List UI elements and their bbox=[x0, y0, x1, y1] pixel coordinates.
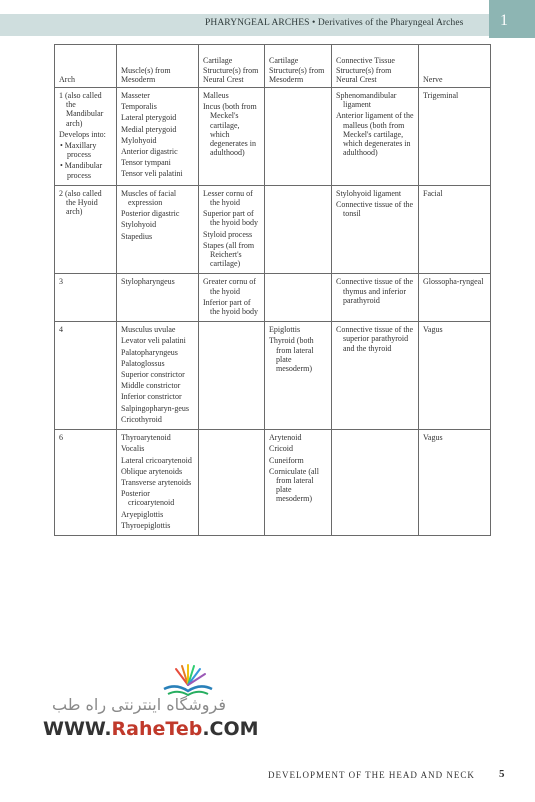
cell-line: Thyroarytenoid bbox=[121, 433, 171, 443]
cell-line: Oblique arytenoids bbox=[121, 466, 183, 476]
watermark-url-brand: RaheTeb bbox=[111, 718, 203, 740]
cartilage-neural-crest-cell bbox=[199, 322, 265, 430]
connective-tissue-cell bbox=[332, 185, 419, 274]
muscles-cell bbox=[117, 88, 199, 186]
cell-line: 4 bbox=[59, 325, 63, 335]
cell-line: Trigeminal bbox=[423, 91, 459, 100]
arch-cell bbox=[55, 185, 117, 274]
cell-line: Stylohyoid ligament bbox=[336, 188, 402, 198]
cell-line: Masseter bbox=[121, 91, 150, 100]
cell-line: Temporalis bbox=[121, 102, 157, 112]
cell-line: Stapedius bbox=[121, 231, 153, 241]
arch-cell bbox=[55, 274, 117, 322]
cell-line: Posterior digastric bbox=[121, 209, 180, 219]
cell-line: Inferior constrictor bbox=[121, 392, 182, 402]
cell-line: Connective tissue of the tonsil bbox=[336, 200, 414, 219]
cell-line: Arytenoid bbox=[269, 433, 302, 443]
cell-line: Stylopharyngeus bbox=[121, 277, 175, 287]
cell-line: • Mandibular process bbox=[60, 161, 103, 180]
cell-line: Medial pterygoid bbox=[121, 124, 177, 134]
cell-line: Lateral pterygoid bbox=[121, 113, 177, 123]
cell-line: Lateral cricoarytenoid bbox=[121, 455, 192, 465]
cell-line: Cricothyroid bbox=[121, 414, 162, 424]
cell-line: Mylohyoid bbox=[121, 135, 157, 145]
cell-line: Palatopharyngeus bbox=[121, 347, 178, 357]
cell-line: Styloid process bbox=[203, 229, 253, 239]
watermark-persian-text: فروشگاه اینترنتی راه طب bbox=[52, 695, 226, 714]
cell-line: Thyroepiglottis bbox=[121, 520, 171, 530]
cell-line: Glossopha-ryngeal bbox=[423, 277, 484, 287]
arch-cell bbox=[55, 430, 117, 536]
running-header-title: PHARYNGEAL ARCHES • Derivatives of the Pharyngeal Arches bbox=[205, 18, 464, 28]
table-row bbox=[55, 274, 491, 322]
cell-line: Lesser cornu of the hyoid bbox=[203, 188, 253, 208]
nerve-cell bbox=[419, 322, 491, 430]
watermark-url-suffix: .COM bbox=[202, 718, 259, 740]
cell-line: 1 (also called the Mandibular arch) bbox=[59, 91, 104, 128]
cell-line: • Maxillary process bbox=[60, 141, 97, 160]
table-row bbox=[55, 322, 491, 430]
cell-line: 6 bbox=[59, 433, 63, 443]
cartilage-neural-crest-cell bbox=[199, 274, 265, 322]
cell-line: Middle constrictor bbox=[121, 381, 181, 391]
cell-line: Levator veli palatini bbox=[121, 336, 186, 346]
cell-line: Stapes (all from Reichert's cartilage) bbox=[203, 240, 255, 269]
cell-line: Stylohyoid bbox=[121, 220, 157, 230]
cell-line: Vagus bbox=[423, 433, 443, 443]
connective-tissue-cell bbox=[332, 430, 419, 536]
watermark-url-prefix: WWW. bbox=[43, 718, 112, 740]
open-book-logo-icon bbox=[158, 663, 218, 697]
table-row bbox=[55, 88, 491, 186]
cell-line: Connective tissue of the superior parathyroid and the thyroid bbox=[336, 325, 414, 353]
cell-line: Superior part of the hyoid body bbox=[203, 209, 258, 228]
cell-line: Inferior part of the hyoid body bbox=[203, 297, 258, 317]
cell-line: Posterior cricoarytenoid bbox=[121, 489, 175, 508]
cell-line: Greater cornu of the hyoid bbox=[203, 277, 256, 296]
column-header-arch: Arch bbox=[55, 45, 117, 88]
cell-line: Transverse arytenoids bbox=[121, 477, 192, 487]
cell-line: Salpingopharyn-geus bbox=[121, 403, 189, 413]
connective-tissue-cell bbox=[332, 88, 419, 186]
chapter-tab bbox=[489, 0, 535, 38]
cell-line: Tensor veli palatini bbox=[121, 169, 183, 179]
nerve-cell bbox=[419, 185, 491, 274]
arch-cell bbox=[55, 322, 117, 430]
chapter-number: 1 bbox=[500, 12, 508, 29]
column-header-connective-tissue: Connective Tissue Structure(s) from Neural Crest bbox=[332, 45, 419, 88]
pharyngeal-arch-derivatives-table bbox=[54, 44, 491, 536]
cell-line: Aryepiglottis bbox=[121, 509, 164, 519]
table-header-row bbox=[55, 45, 491, 88]
column-header-nerve: Nerve bbox=[419, 45, 491, 88]
cell-line: 3 bbox=[59, 277, 63, 287]
cell-line: Connective tissue of the thymus and inferior parathyroid bbox=[336, 277, 414, 305]
cartilage-neural-crest-cell bbox=[199, 88, 265, 186]
table-body bbox=[55, 88, 491, 536]
cell-line: Vagus bbox=[423, 325, 443, 335]
cell-line: Malleus bbox=[203, 91, 229, 100]
cartilage-neural-crest-cell bbox=[199, 430, 265, 536]
cell-line: Palatoglossus bbox=[121, 358, 165, 368]
nerve-cell bbox=[419, 88, 491, 186]
cartilage-mesoderm-cell bbox=[265, 88, 332, 186]
connective-tissue-cell bbox=[332, 322, 419, 430]
footer-section-title: DEVELOPMENT OF THE HEAD AND NECK bbox=[268, 770, 475, 780]
cell-line: Develops into: bbox=[59, 129, 106, 139]
cell-line: Musculus uvulae bbox=[121, 325, 176, 335]
cell-line: Vocalis bbox=[121, 444, 145, 454]
cell-line: Anterior digastric bbox=[121, 147, 178, 157]
column-header-cartilage-neural-crest: Cartilage Structure(s) from Neural Crest bbox=[199, 45, 265, 88]
column-header-muscles: Muscle(s) from Mesoderm bbox=[117, 45, 199, 88]
muscles-cell bbox=[117, 322, 199, 430]
cell-line: Muscles of facial expression bbox=[121, 188, 177, 208]
nerve-cell bbox=[419, 274, 491, 322]
cell-line: Thyroid (both from lateral plate mesoderm) bbox=[269, 336, 314, 374]
watermark-url bbox=[43, 718, 259, 740]
nerve-cell bbox=[419, 430, 491, 536]
cartilage-mesoderm-cell bbox=[265, 274, 332, 322]
cell-line: Cuneiform bbox=[269, 455, 304, 465]
connective-tissue-cell bbox=[332, 274, 419, 322]
cell-line: Superior constrictor bbox=[121, 370, 185, 380]
cartilage-mesoderm-cell bbox=[265, 322, 332, 430]
cell-line: Corniculate (all from lateral plate mesoderm) bbox=[269, 466, 319, 504]
cell-line: Facial bbox=[423, 188, 443, 198]
table-row bbox=[55, 430, 491, 536]
muscles-cell bbox=[117, 185, 199, 274]
column-header-cartilage-mesoderm: Cartilage Structure(s) from Mesoderm bbox=[265, 45, 332, 88]
cartilage-mesoderm-cell bbox=[265, 185, 332, 274]
muscles-cell bbox=[117, 430, 199, 536]
page-number: 5 bbox=[499, 768, 505, 780]
cartilage-mesoderm-cell bbox=[265, 430, 332, 536]
cell-line: Tensor tympani bbox=[121, 158, 171, 168]
cell-line: 2 (also called the Hyoid arch) bbox=[59, 188, 102, 217]
cell-line: Cricoid bbox=[269, 444, 293, 454]
cell-line: Incus (both from Meckel's cartilage, which degenerates in adulthood) bbox=[203, 102, 257, 158]
muscles-cell bbox=[117, 274, 199, 322]
cell-line: Sphenomandibular ligament bbox=[336, 91, 397, 110]
table-row bbox=[55, 185, 491, 274]
cell-line: Anterior ligament of the malleus (both from Meckel's cartilage, which degenerates in adulthood) bbox=[336, 111, 414, 158]
cartilage-neural-crest-cell bbox=[199, 185, 265, 274]
arch-cell bbox=[55, 88, 117, 186]
cell-line: Epiglottis bbox=[269, 325, 301, 335]
